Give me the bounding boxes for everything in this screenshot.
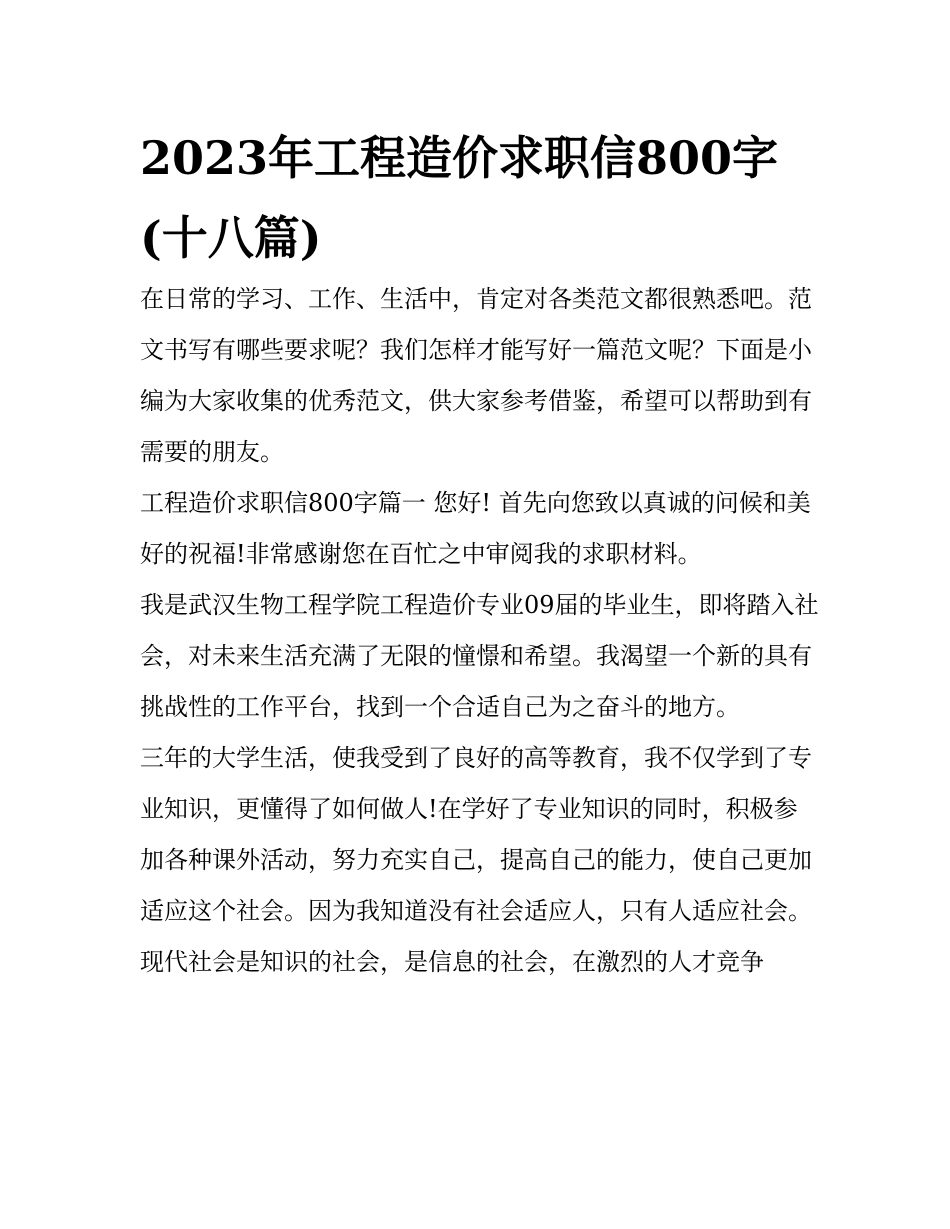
paragraph-university-life: 三年的大学生活，使我受到了良好的高等教育，我不仅学到了专业知识，更懂得了如何做人!在学好了专业知识的同时，积极参加各种课外活动，努力充实自己，提高自己的能力，使自己更加适应这个社会。因为我知道没有社会适应人，只有人适应社会。 <box>140 744 812 925</box>
paragraph-self-introduction: 我是武汉生物工程学院工程造价专业09届的毕业生，即将踏入社会，对未来生活充满了无限的憧憬和希望。我渴望一个新的具有挑战性的工作平台，找到一个合适自己为之奋斗的地方。 <box>140 591 819 721</box>
paragraph-modern-society: 现代社会是知识的社会，是信息的社会，在激烈的人才竞争 <box>140 948 764 976</box>
document-body <box>140 274 820 988</box>
paragraph-intro: 在日常的学习、工作、生活中，肯定对各类范文都很熟悉吧。范文书写有哪些要求呢？我们怎样才能写好一篇范文呢？下面是小编为大家收集的优秀范文，供大家参考借鉴，希望可以帮助到有需要的朋友。 <box>140 285 812 466</box>
document-title: 2023年工程造价求职信800字(十八篇) <box>140 131 779 265</box>
paragraph-greeting: 工程造价求职信800字篇一 您好! 首先向您致以真诚的问候和美好的祝福!非常感谢您在百忙之中审阅我的求职材料。 <box>140 489 811 568</box>
